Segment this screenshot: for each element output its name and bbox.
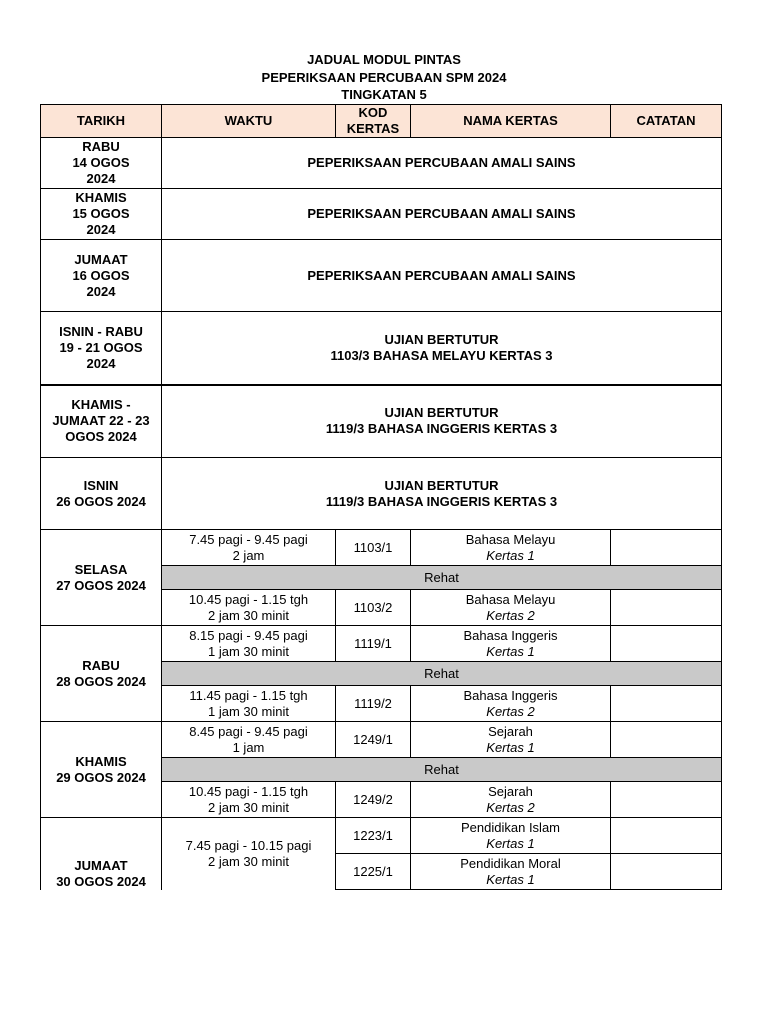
nama-cell: Pendidikan Islam Kertas 1 [411,818,611,854]
date-cell: RABU 14 OGOS 2024 [41,138,162,189]
nama-cell: Bahasa Melayu Kertas 2 [411,590,611,626]
title-line-1: JADUAL MODUL PINTAS [307,52,461,67]
waktu-cell: 11.45 pagi - 1.15 tgh 1 jam 30 minit [162,686,336,722]
exam-row [41,626,722,662]
header-nama-kertas: NAMA KERTAS [411,105,611,138]
nama-cell: Bahasa Inggeris Kertas 2 [411,686,611,722]
table-row [41,138,722,189]
date-cell: KHAMIS - JUMAAT 22 - 23 OGOS 2024 [41,385,162,458]
kod-cell: 1103/1 [336,530,411,566]
catatan-cell [611,722,722,758]
waktu-cell: 7.45 pagi - 9.45 pagi 2 jam [162,530,336,566]
waktu-cell: 8.45 pagi - 9.45 pagi 1 jam [162,722,336,758]
exam-row [41,722,722,758]
schedule-table [40,104,722,890]
table-row [41,458,722,530]
nama-cell: Bahasa Inggeris Kertas 1 [411,626,611,662]
kod-cell: 1223/1 [336,818,411,854]
waktu-cell: 10.45 pagi - 1.15 tgh 2 jam 30 minit [162,590,336,626]
catatan-cell [611,626,722,662]
nama-cell: Pendidikan Moral Kertas 1 [411,854,611,890]
nama-cell: Bahasa Melayu Kertas 1 [411,530,611,566]
table-row [41,240,722,312]
catatan-cell [611,590,722,626]
nama-cell: Sejarah Kertas 1 [411,722,611,758]
title-line-3: TINGKATAN 5 [341,87,427,102]
waktu-cell: 8.15 pagi - 9.45 pagi 1 jam 30 minit [162,626,336,662]
catatan-cell [611,686,722,722]
date-cell: ISNIN 26 OGOS 2024 [41,458,162,530]
waktu-cell: 7.45 pagi - 10.15 pagi 2 jam 30 minit [162,818,336,890]
header-row [41,105,722,138]
table-row [41,189,722,240]
rehat-cell: Rehat [162,758,722,782]
header-tarikh: TARIKH [41,105,162,138]
date-cell: KHAMIS 15 OGOS 2024 [41,189,162,240]
catatan-cell [611,854,722,890]
date-cell: ISNIN - RABU 19 - 21 OGOS 2024 [41,312,162,385]
header-kod-line1: KOD [358,105,388,120]
event-cell: PEPERIKSAAN PERCUBAAN AMALI SAINS [162,240,722,312]
header-waktu: WAKTU [162,105,336,138]
table-row [41,385,722,458]
kod-cell: 1249/1 [336,722,411,758]
event-cell: PEPERIKSAAN PERCUBAAN AMALI SAINS [162,189,722,240]
date-cell: JUMAAT 30 OGOS 2024 [41,818,162,890]
date-cell: SELASA 27 OGOS 2024 [41,530,162,626]
event-cell: PEPERIKSAAN PERCUBAAN AMALI SAINS [162,138,722,189]
date-cell: JUMAAT 16 OGOS 2024 [41,240,162,312]
waktu-cell: 10.45 pagi - 1.15 tgh 2 jam 30 minit [162,782,336,818]
event-cell: UJIAN BERTUTUR 1119/3 BAHASA INGGERIS KERTAS 3 [162,385,722,458]
kod-cell: 1103/2 [336,590,411,626]
rehat-cell: Rehat [162,662,722,686]
catatan-cell [611,530,722,566]
nama-cell: Sejarah Kertas 2 [411,782,611,818]
kod-cell: 1119/1 [336,626,411,662]
catatan-cell [611,782,722,818]
event-cell: UJIAN BERTUTUR 1119/3 BAHASA INGGERIS KERTAS 3 [162,458,722,530]
kod-cell: 1225/1 [336,854,411,890]
rehat-cell: Rehat [162,566,722,590]
catatan-cell [611,818,722,854]
document-heading [0,51,768,104]
event-cell: UJIAN BERTUTUR 1103/3 BAHASA MELAYU KERTAS 3 [162,312,722,385]
exam-row [41,530,722,566]
title-line-2: PEPERIKSAAN PERCUBAAN SPM 2024 [261,69,507,85]
header-kod-kertas [336,105,411,138]
header-catatan: CATATAN [611,105,722,138]
kod-cell: 1249/2 [336,782,411,818]
table-row [41,312,722,385]
exam-row [41,818,722,854]
kod-cell: 1119/2 [336,686,411,722]
date-cell: KHAMIS 29 OGOS 2024 [41,722,162,818]
header-kod-line2: KERTAS [346,121,400,136]
date-cell: RABU 28 OGOS 2024 [41,626,162,722]
